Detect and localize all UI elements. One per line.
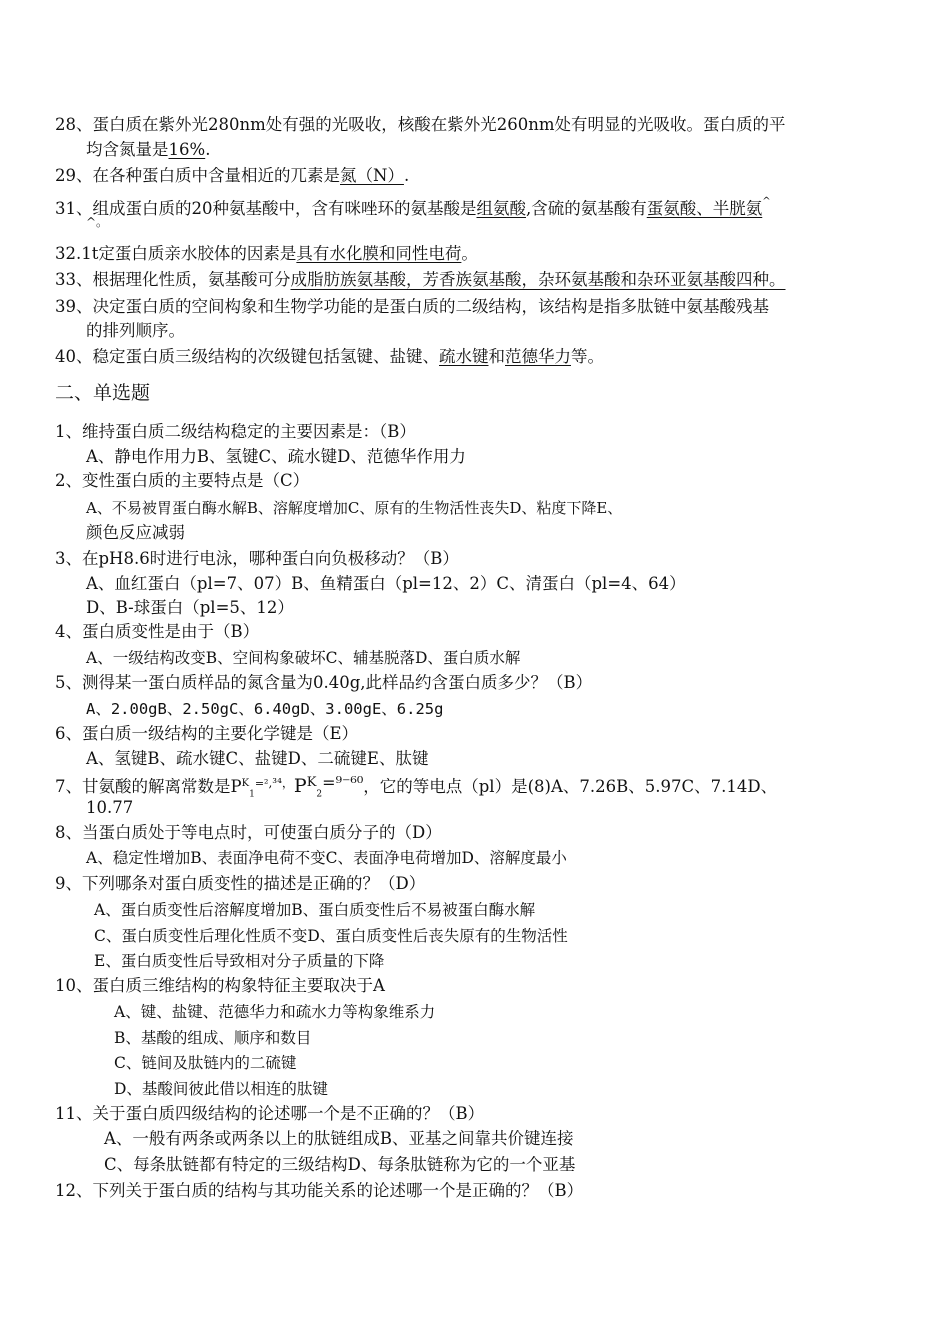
s9-question: 9、下列哪条对蛋白质变性的描述是正确的？（D） [55, 874, 426, 893]
q40-answer1: 疏水键 [439, 347, 489, 366]
q39-line1: 39、决定蛋白质的空间构象和生物学功能的是蛋白质的二级结构，该结构是指多肽链中氨基酸残基 [55, 297, 769, 316]
q29-line: 29、在各种蛋白质中含量相近的兀素是氮（N）. [55, 166, 410, 185]
s1-question: 1、维持蛋白质二级结构稳定的主要因素是：（B） [55, 422, 416, 441]
s4-question: 4、蛋白质变性是由于（B） [55, 622, 260, 641]
s11-options-line2: C、每条肽链都有特定的三级结构D、每条肽链称为它的一个亚基 [104, 1155, 576, 1174]
q40-line: 40、稳定蛋白质三级结构的次级键包括氢键、盐键、疏水键和范德华力等。 [55, 347, 604, 366]
q40-answer2: 范德华力 [505, 347, 571, 366]
s10-option-b: B、基酸的组成、顺序和数目 [114, 1029, 312, 1047]
q28-answer: 16% [168, 140, 206, 159]
s9-options-line2: C、蛋白质变性后理化性质不变D、蛋白质变性后丧失原有的生物活性 [94, 927, 568, 945]
s2-question: 2、变性蛋白质的主要特点是（C） [55, 471, 310, 490]
s2-options-line2: 颜色反应减弱 [86, 523, 185, 542]
s10-option-c: C、链间及肽链内的二硫键 [114, 1054, 297, 1072]
q39-line2: 的排列顺序。 [86, 321, 185, 340]
q31-line2: ^。 [86, 215, 109, 229]
s4-options: A、一级结构改变B、空间构象破坏C、辅基脱落D、蛋白质水解 [86, 649, 521, 667]
s5-question: 5、测得某一蛋白质样品的氮含量为0.40g,此样品约含蛋白质多少？（B） [55, 673, 593, 692]
s2-options-line1: A、不易被胃蛋白酶水解B、溶解度增加C、原有的生物活性丧失D、粘度下降E、 [86, 499, 623, 517]
s5-options: A、2.00gB、2.50gC、6.40gD、3.00gE、6.25g [86, 700, 444, 718]
q28-line1: 28、蛋白质在紫外光280nm处有强的光吸收，核酸在紫外光260nm处有明显的光吸收。蛋白质的平 [55, 115, 786, 134]
q32-line: 32.1t定蛋白质亲水胶体的因素是具有水化膜和同性电荷。 [55, 244, 478, 263]
s9-options-line3: E、蛋白质变性后导致相对分子质量的下降 [94, 952, 385, 970]
s6-options: A、氢键B、疏水键C、盐键D、二硫键E、肽键 [86, 749, 429, 768]
s3-question: 3、在pH8.6时进行电泳，哪种蛋白向负极移动？（B） [55, 549, 459, 568]
s7-question-line1: 7、甘氨酸的解离常数是$P^K_1^{=^2,^{34},}P^K_2=^{9-60}$，它的等电点（pl）是(8)A、7.26B、5.97C、7.14D、 [55, 773, 778, 800]
s10-option-d: D、基酸间彼此借以相连的肽键 [114, 1080, 328, 1098]
s11-options-line1: A、一般有两条或两条以上的肽链组成B、亚基之间靠共价键连接 [104, 1129, 574, 1148]
s1-options: A、静电作用力B、氢键C、疏水键D、范德华作用力 [86, 447, 466, 466]
q31-line1: 31、组成蛋白质的20种氨基酸中，含有咪唑环的氨基酸是组氨酸,含硫的氨基酸有蛋氨酸、半胱氨^ [55, 196, 771, 218]
q33-line: 33、根据理化性质，氨基酸可分成脂肪族氨基酸，芳香族氨基酸，杂环氨基酸和杂环亚氨基酸四种。 [55, 270, 786, 289]
q29-answer: 氮（N） [340, 166, 404, 185]
s6-question: 6、蛋白质一级结构的主要化学键是（E） [55, 724, 359, 743]
q33-answer: 成脂肪族氨基酸，芳香族氨基酸，杂环氨基酸和杂环亚氨基酸四种。 [290, 270, 786, 289]
section-heading: 二、单选题 [55, 382, 151, 404]
q28-line2: 均含氮量是16%. [86, 140, 211, 159]
s12-question: 12、下列关于蛋白质的结构与其功能关系的论述哪一个是正确的？（B） [55, 1181, 584, 1200]
s10-option-a: A、键、盐键、范德华力和疏水力等构象维系力 [114, 1003, 436, 1021]
s3-options-line2: D、B-球蛋白（pl=5、12） [86, 598, 294, 617]
s7-question-line2: 10.77 [86, 798, 134, 817]
q31-answer2: 蛋氨酸、半胱氨 [646, 199, 763, 218]
q31-answer1: 组氨酸 [476, 199, 526, 218]
s10-question: 10、蛋白质三维结构的构象特征主要取决于A [55, 976, 385, 995]
s9-options-line1: A、蛋白质变性后溶解度增加B、蛋白质变性后不易被蛋白酶水解 [94, 901, 536, 919]
q32-answer: 具有水化膜和同性电荷 [296, 244, 462, 263]
s3-options-line1: A、血红蛋白（pl=7、07）B、鱼精蛋白（pl=12、2）C、清蛋白（pl=4、64） [86, 574, 686, 593]
s8-options: A、稳定性增加B、表面净电荷不变C、表面净电荷增加D、溶解度最小 [86, 849, 567, 867]
s11-question: 11、关于蛋白质四级结构的论述哪一个是不正确的？（B） [55, 1104, 485, 1123]
s8-question: 8、当蛋白质处于等电点时，可使蛋白质分子的（D） [55, 823, 442, 842]
